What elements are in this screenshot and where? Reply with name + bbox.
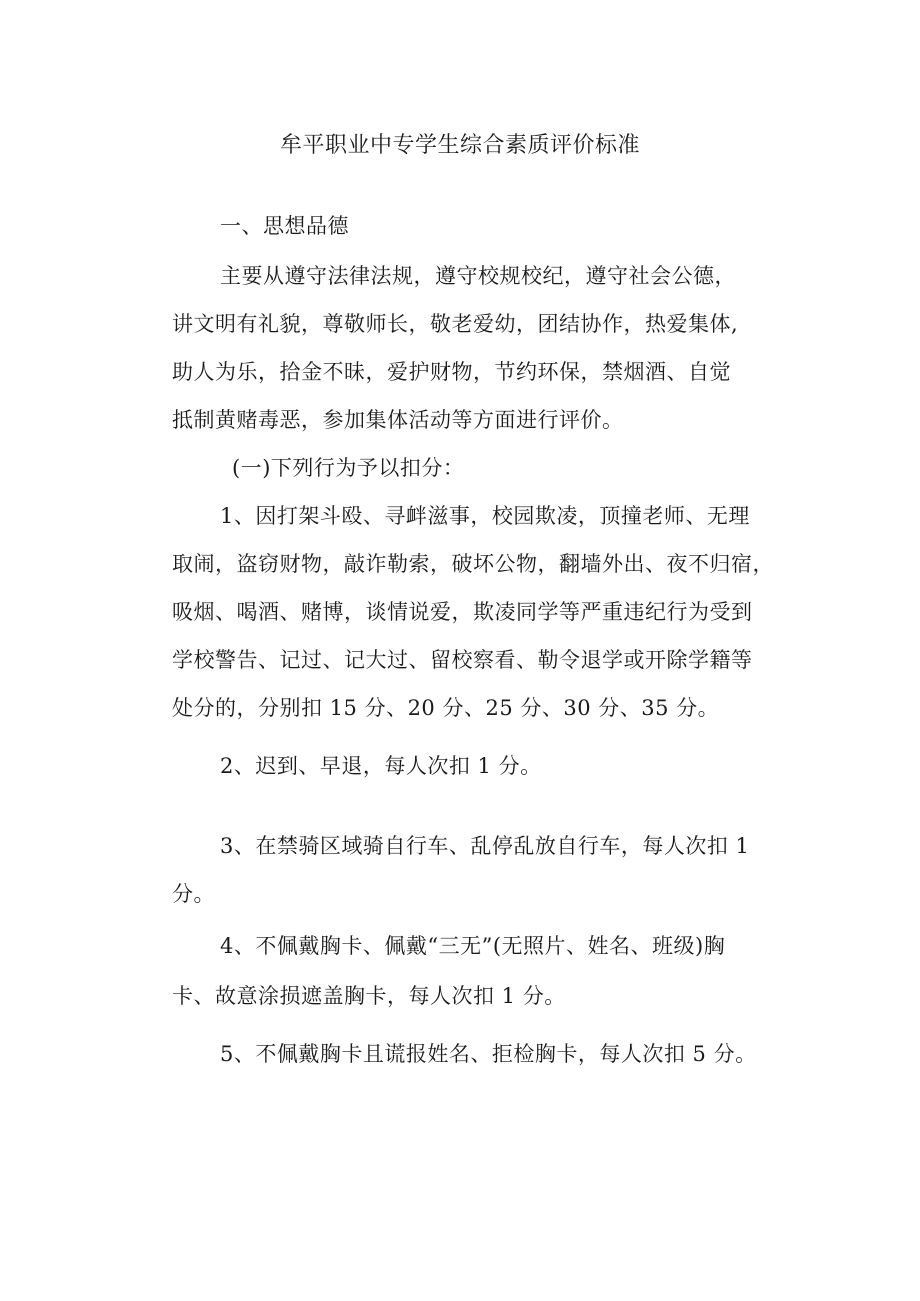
intro-line-4: 抵制黄赌毒恶，参加集体活动等方面进行评价。 <box>172 408 624 432</box>
rule-4-line-2: 卡、故意涂损遮盖胸卡，每人次扣 1 分。 <box>172 984 566 1008</box>
rule-3-line-2: 分。 <box>172 882 215 906</box>
rule-1-line-4: 学校警告、记过、记大过、留校察看、勒令退学或开除学籍等 <box>172 648 753 672</box>
rule-2-line-1: 2、迟到、早退，每人次扣 1 分。 <box>220 754 542 778</box>
rule-1-line-3: 吸烟、喝酒、赌博，谈情说爱，欺凌同学等严重违纪行为受到 <box>172 600 753 624</box>
intro-line-2: 讲文明有礼貌，尊敬师长，敬老爱幼，团结协作，热爱集体, <box>172 312 739 336</box>
rule-3-line-1: 3、在禁骑区域骑自行车、乱停乱放自行车，每人次扣 1 <box>220 834 750 858</box>
rule-1-line-2: 取闹，盗窃财物，敲诈勒索，破坏公物，翻墙外出、夜不归宿， <box>172 552 774 576</box>
section-heading: 一、思想品德 <box>220 214 349 238</box>
rule-1-line-1: 1、因打架斗殴、寻衅滋事，校园欺凌，顶撞老师、无理 <box>220 504 750 528</box>
intro-line-3: 助人为乐，拾金不昧，爱护财物，节约环保，禁烟酒、自觉 <box>172 360 731 384</box>
subsection-heading: (一)下列行为予以扣分： <box>232 456 465 480</box>
rule-5-line-1: 5、不佩戴胸卡且谎报姓名、拒检胸卡，每人次扣 5 分。 <box>220 1042 757 1066</box>
intro-line-1: 主要从遵守法律法规，遵守校规校纪，遵守社会公德， <box>220 264 736 288</box>
document-title: 牟平职业中专学生综合素质评价标准 <box>279 133 640 158</box>
rule-1-line-5: 处分的，分别扣 15 分、20 分、25 分、30 分、35 分。 <box>172 696 720 720</box>
rule-4-line-1: 4、不佩戴胸卡、佩戴“三无”(无照片、姓名、班级)胸 <box>220 934 726 958</box>
